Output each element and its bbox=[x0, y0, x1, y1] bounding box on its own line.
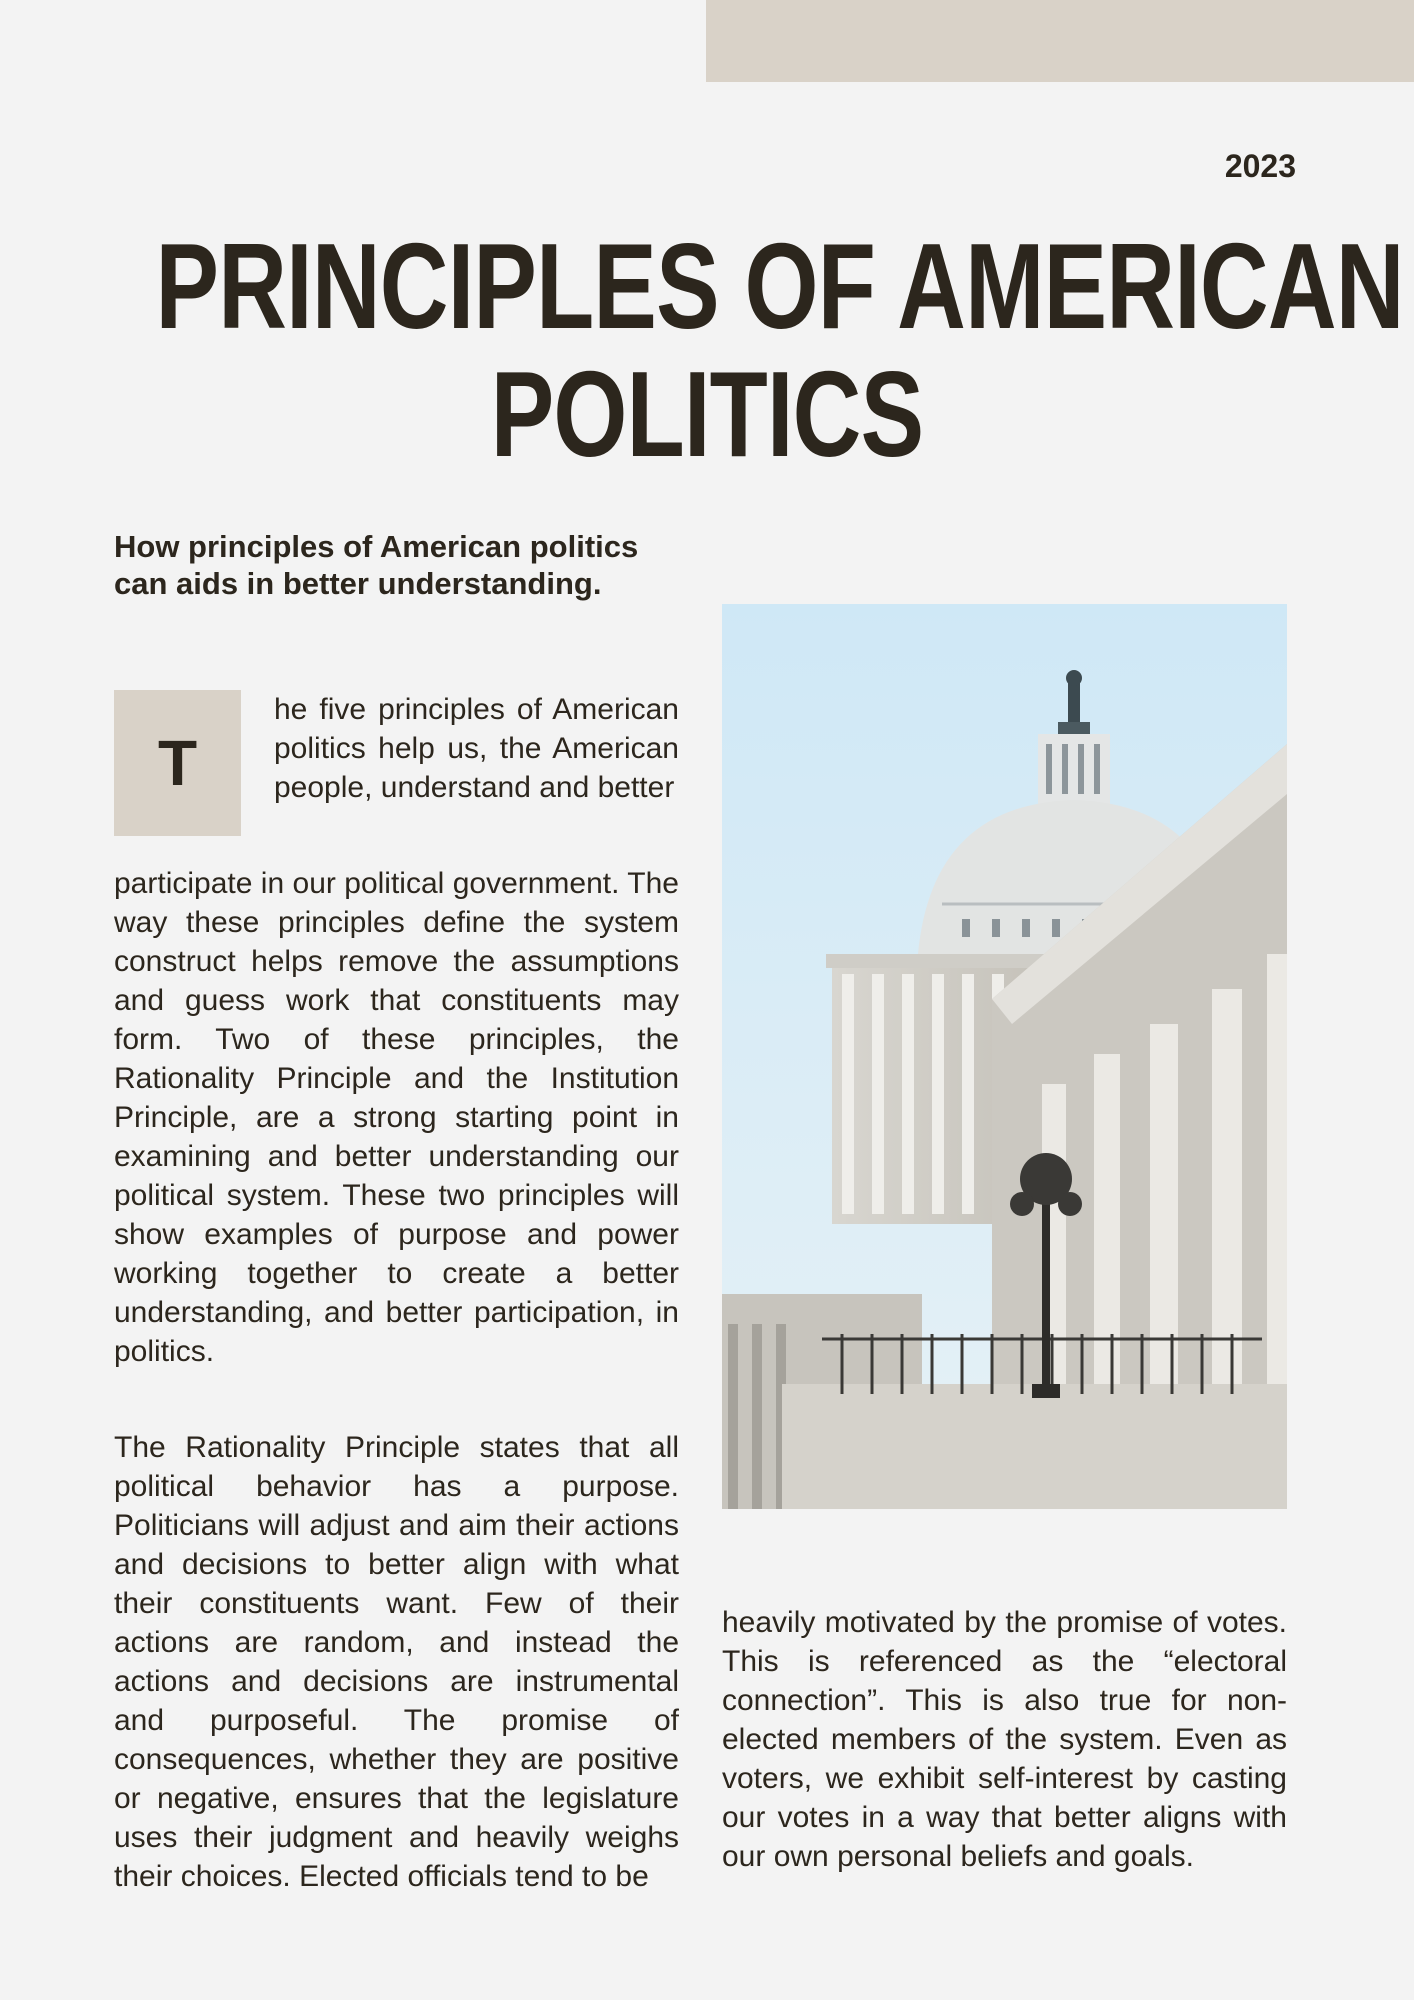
intro-paragraph: he five principles of American politics help us, the American people, understand and better bbox=[274, 693, 679, 804]
capitol-building-image bbox=[722, 604, 1287, 1509]
body-paragraph-3: heavily motivated by the promise of votes. This is referenced as the “electoral connection”. This is also true for non-elected members of the system. Even as voters, we exhibit self-interest by casting our votes in a way that better aligns with our own personal beliefs and goals. bbox=[722, 1606, 1287, 1873]
decorative-top-band bbox=[706, 0, 1414, 82]
page-title bbox=[155, 218, 1404, 482]
year-label: 2023 bbox=[1224, 148, 1296, 184]
subtitle: How principles of American politics can aids in better understanding. bbox=[114, 529, 639, 601]
title-line-2: POLITICS bbox=[490, 346, 924, 482]
drop-cap bbox=[114, 690, 241, 836]
title-line-1: PRINCIPLES OF AMERICAN bbox=[155, 218, 1404, 354]
body-paragraph-1: participate in our political government. The way these principles define the system construct helps remove the assumptions and guess work that constituents may form. Two of these principles, the Rationality Principle and the Institution Principle, are a strong starting point in examining and better understanding our political system. These two principles will show examples of purpose and power working together to create a better understanding, and better participation, in politics. bbox=[114, 867, 679, 1368]
body-paragraph-2: The Rationality Principle states that all political behavior has a purpose. Politicians will adjust and aim their actions and decisions to better align with what their constituents want. Few of their actions are random, and instead the actions and decisions are instrumental and purposeful. The promise of consequences, whether they are positive or negative, ensures that the legislature uses their judgment and heavily weighs their choices. Elected officials tend to be bbox=[114, 1431, 679, 1893]
drop-cap-letter: T bbox=[157, 727, 198, 799]
